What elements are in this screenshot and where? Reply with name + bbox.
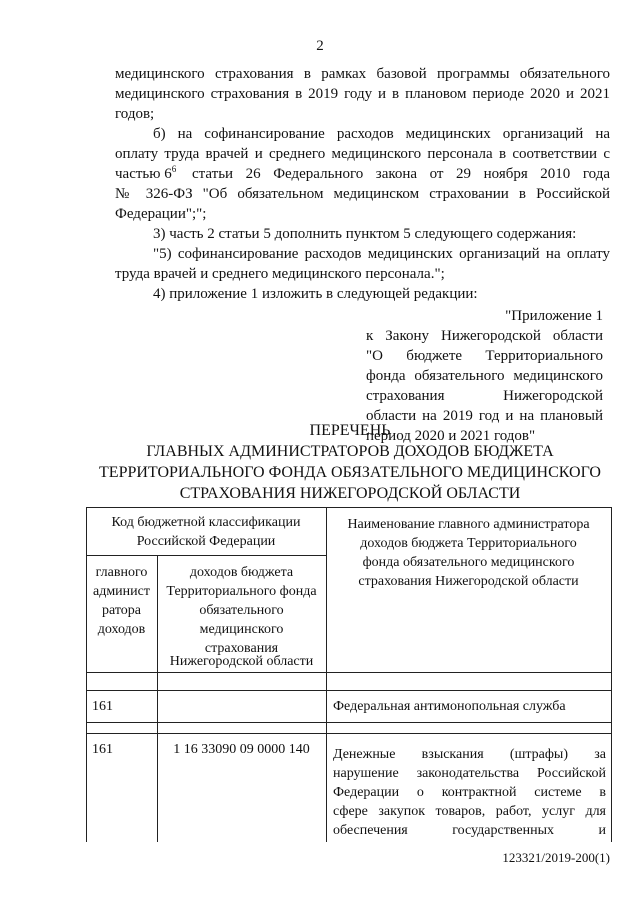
body-line-5: оплату труда врачей и среднего медицинского персонала в соответствии с <box>115 146 610 162</box>
header-income-line-3: обязательного <box>199 603 284 618</box>
body-line-7: № 326-ФЗ "Об обязательном медицинском страховании в Российской <box>115 186 610 202</box>
appendix-line-2: к Закону Нижегородской области <box>366 328 603 344</box>
body-line-12: 4) приложение 1 изложить в следующей редакции: <box>153 286 478 302</box>
footer-code: 123321/2019-200(1) <box>502 850 610 865</box>
header-admin-line-3: ратора <box>102 603 141 618</box>
header-name-line-3: фонда обязательного медицинского <box>362 555 575 570</box>
table-header-split <box>86 555 326 556</box>
body-line-8: Федерации";"; <box>115 206 207 222</box>
body-line-4: б) на софинансирование расходов медицинских организаций на <box>153 126 610 142</box>
appendix-line-7: период 2020 и 2021 годов" <box>366 428 536 444</box>
row2-name-line-4: сфере закупок товаров, работ, услуг для <box>333 804 606 819</box>
page-number: 2 <box>316 38 324 54</box>
table-row2-top <box>86 733 611 734</box>
row2-name-line-3: Федерации о контрактной системе в <box>333 785 606 800</box>
title-line-4: СТРАХОВАНИЯ НИЖЕГОРОДСКОЙ ОБЛАСТИ <box>179 485 521 502</box>
body-line-6a <box>115 164 176 184</box>
header-name-line-1: Наименование главного администратора <box>347 517 590 532</box>
body-line-3: годов; <box>115 106 155 122</box>
table-right-border <box>611 507 612 842</box>
row1-admin-code: 161 <box>92 699 113 714</box>
title-line-3: ТЕРРИТОРИАЛЬНОГО ФОНДА ОБЯЗАТЕЛЬНОГО МЕДИЦИНСКОГО <box>99 464 601 481</box>
row1-name: Федеральная антимонопольная служба <box>333 699 566 714</box>
row2-name-line-5: обеспечения государственных и <box>333 823 606 838</box>
header-income-line-6: Нижегородской области <box>169 654 314 669</box>
body-line-1: медицинского страхования в рамках базовой программы обязательного <box>115 66 610 82</box>
table-row1-top <box>86 690 611 691</box>
appendix-line-4: фонда обязательного медицинского <box>366 368 603 384</box>
header-code-line-1: Код бюджетной классификации <box>111 515 301 530</box>
appendix-line-3: "О бюджете Территориального <box>366 348 603 364</box>
appendix-line-5: страхования Нижегородской <box>366 388 603 404</box>
body-line-10: "5) софинансирование расходов медицинских организаций на оплату <box>153 246 610 262</box>
row2-admin-code: 161 <box>92 742 113 757</box>
header-income-line-2: Территориального фонда <box>166 584 317 599</box>
table-row1-bottom <box>86 722 611 723</box>
header-name-line-2: доходов бюджета Территориального <box>360 536 577 551</box>
body-line-6b: статьи 26 Федерального закона от 29 ноября 2010 года <box>192 166 610 182</box>
title-line-2: ГЛАВНЫХ АДМИНИСТРАТОРОВ ДОХОДОВ БЮДЖЕТА <box>146 443 554 460</box>
body-line-6-text: частью 6 <box>115 166 172 182</box>
row2-name-line-2: нарушение законодательства Российской <box>333 766 606 781</box>
body-line-11: труда врачей и среднего медицинского персонала."; <box>115 266 445 282</box>
table-header-bottom <box>86 672 611 673</box>
appendix-line-1: "Приложение 1 <box>505 308 603 324</box>
header-code-line-2: Российской Федерации <box>136 534 276 549</box>
row2-name-line-1: Денежные взыскания (штрафы) за <box>333 747 606 762</box>
header-income-line-4: медицинского <box>199 622 284 637</box>
table-top-border <box>86 507 611 508</box>
row2-income-code: 1 16 33090 09 0000 140 <box>173 742 310 757</box>
header-income-line-5: страхования <box>204 641 279 656</box>
header-admin-line-4: доходов <box>97 622 146 637</box>
table-left-border <box>86 507 87 842</box>
superscript-six: 6 <box>171 164 177 174</box>
appendix-line-6: области на 2019 год и на плановый <box>366 408 603 424</box>
header-admin-line-2: админист <box>92 584 150 599</box>
header-income-line-1: доходов бюджета <box>189 565 294 580</box>
header-name-line-4: страхования Нижегородской области <box>358 574 579 589</box>
header-admin-line-1: главного <box>95 565 148 580</box>
body-line-9: 3) часть 2 статьи 5 дополнить пунктом 5 следующего содержания: <box>153 226 577 242</box>
body-line-2: медицинского страхования в 2019 году и в плановом периоде 2020 и 2021 <box>115 86 610 102</box>
title-line-1: ПЕРЕЧЕНЬ <box>309 422 391 439</box>
